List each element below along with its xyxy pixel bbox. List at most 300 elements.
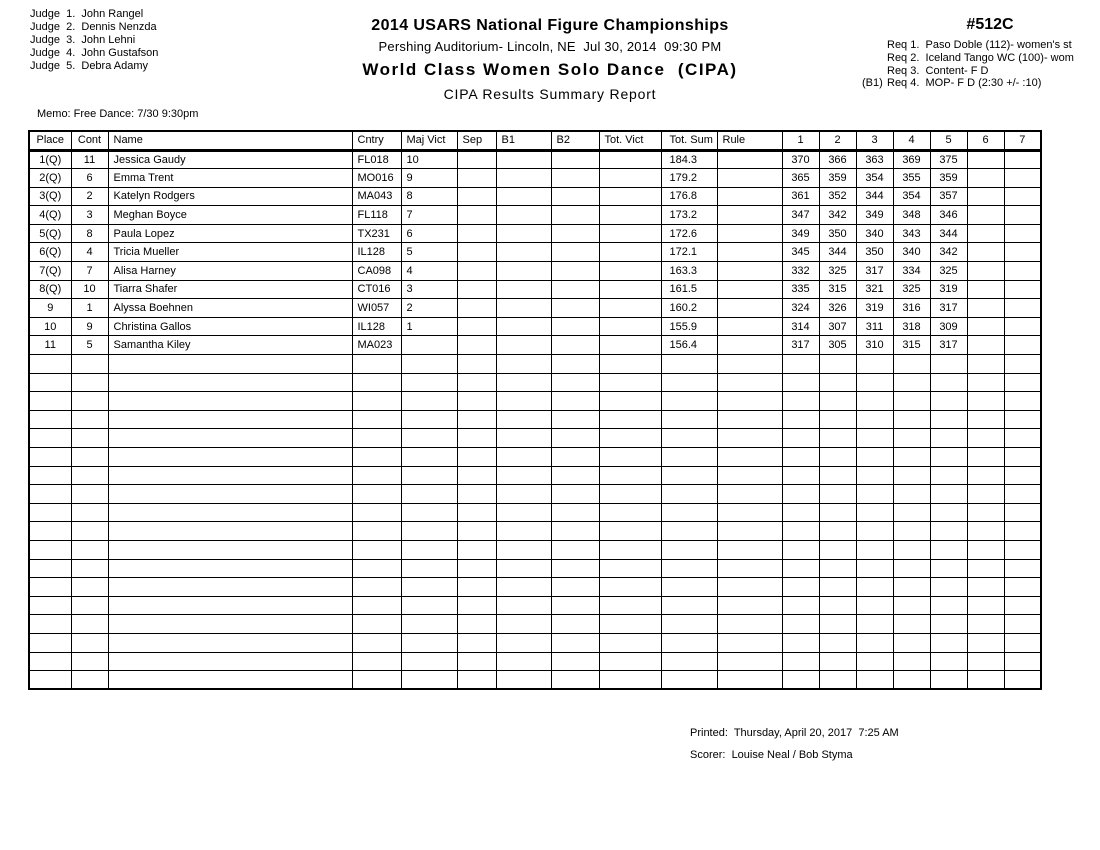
cell-j2: 315 xyxy=(819,280,856,299)
cell-j6 xyxy=(967,206,1004,225)
cell-j1 xyxy=(782,596,819,615)
cell-b2 xyxy=(551,169,599,188)
cell-cont: 7 xyxy=(71,262,108,281)
cell-j6 xyxy=(967,392,1004,411)
cell-j4: 354 xyxy=(893,187,930,206)
cell-rule xyxy=(717,224,782,243)
column-header-b2: B2 xyxy=(551,131,599,150)
column-header-name: Name xyxy=(108,131,352,150)
cell-maj_vict xyxy=(401,503,457,522)
cell-j6 xyxy=(967,578,1004,597)
cell-tot_sum xyxy=(661,652,717,671)
cell-sep xyxy=(457,150,496,169)
cell-tot_sum xyxy=(661,410,717,429)
cell-j6 xyxy=(967,671,1004,690)
cell-maj_vict xyxy=(401,429,457,448)
cell-place xyxy=(29,503,71,522)
cell-maj_vict xyxy=(401,652,457,671)
cell-tot_sum xyxy=(661,540,717,559)
empty-row xyxy=(29,466,1041,485)
cell-rule xyxy=(717,373,782,392)
cell-j3 xyxy=(856,633,893,652)
cell-place xyxy=(29,671,71,690)
cell-rule xyxy=(717,429,782,448)
cell-name: Paula Lopez xyxy=(108,224,352,243)
cell-maj_vict: 6 xyxy=(401,224,457,243)
memo-text: Memo: Free Dance: 7/30 9:30pm xyxy=(37,108,199,120)
cell-j4 xyxy=(893,466,930,485)
cell-tot_vict xyxy=(599,410,661,429)
result-row xyxy=(29,243,1041,262)
cell-cont: 10 xyxy=(71,280,108,299)
cell-j4 xyxy=(893,559,930,578)
event-info-block xyxy=(862,16,1100,90)
cell-maj_vict: 5 xyxy=(401,243,457,262)
cell-j5: 359 xyxy=(930,169,967,188)
cell-j7 xyxy=(1004,503,1041,522)
cell-b1 xyxy=(496,633,551,652)
cell-rule xyxy=(717,299,782,318)
empty-row xyxy=(29,652,1041,671)
cell-j4 xyxy=(893,652,930,671)
cell-j4 xyxy=(893,448,930,467)
cell-j1 xyxy=(782,615,819,634)
requirement-prefix xyxy=(862,39,887,52)
cell-place xyxy=(29,578,71,597)
cell-b2 xyxy=(551,336,599,355)
cell-cont: 5 xyxy=(71,336,108,355)
cell-b2 xyxy=(551,596,599,615)
cell-b2 xyxy=(551,615,599,634)
cell-b1 xyxy=(496,578,551,597)
cell-cont xyxy=(71,540,108,559)
cell-j7 xyxy=(1004,652,1041,671)
cell-cntry: IL128 xyxy=(352,243,401,262)
cell-j6 xyxy=(967,336,1004,355)
cell-j4 xyxy=(893,615,930,634)
empty-row xyxy=(29,485,1041,504)
cell-j6 xyxy=(967,596,1004,615)
requirement-line xyxy=(862,77,1100,90)
cell-j2: 344 xyxy=(819,243,856,262)
cell-j1 xyxy=(782,522,819,541)
cell-maj_vict xyxy=(401,355,457,374)
cell-b1 xyxy=(496,429,551,448)
cell-cont xyxy=(71,355,108,374)
cell-tot_vict xyxy=(599,652,661,671)
requirement-text: Req 3. Content- F D xyxy=(887,64,989,77)
cell-place xyxy=(29,652,71,671)
cell-j3: 311 xyxy=(856,317,893,336)
cell-tot_sum xyxy=(661,559,717,578)
cell-tot_vict xyxy=(599,540,661,559)
cell-tot_vict xyxy=(599,578,661,597)
cell-cont xyxy=(71,373,108,392)
cell-sep xyxy=(457,243,496,262)
cell-j7 xyxy=(1004,187,1041,206)
cell-tot_vict xyxy=(599,317,661,336)
cell-j4: 334 xyxy=(893,262,930,281)
cell-j2 xyxy=(819,578,856,597)
cell-j4 xyxy=(893,392,930,411)
cell-b2 xyxy=(551,466,599,485)
column-header-cont: Cont xyxy=(71,131,108,150)
cell-b2 xyxy=(551,317,599,336)
cell-j4 xyxy=(893,578,930,597)
cell-j2 xyxy=(819,355,856,374)
result-row xyxy=(29,206,1041,225)
empty-row xyxy=(29,373,1041,392)
cell-b1 xyxy=(496,448,551,467)
cell-j5 xyxy=(930,429,967,448)
cell-rule xyxy=(717,336,782,355)
cell-j1 xyxy=(782,448,819,467)
cell-tot_vict xyxy=(599,355,661,374)
cell-place xyxy=(29,633,71,652)
cell-rule xyxy=(717,187,782,206)
cell-cont xyxy=(71,596,108,615)
cell-place: 11 xyxy=(29,336,71,355)
cell-maj_vict xyxy=(401,448,457,467)
cell-j6 xyxy=(967,485,1004,504)
cell-name xyxy=(108,633,352,652)
cell-j4 xyxy=(893,633,930,652)
cell-j3 xyxy=(856,466,893,485)
cell-rule xyxy=(717,243,782,262)
cell-j7 xyxy=(1004,522,1041,541)
cell-b2 xyxy=(551,540,599,559)
cell-maj_vict xyxy=(401,615,457,634)
cell-cntry xyxy=(352,671,401,690)
cell-cont xyxy=(71,522,108,541)
cell-b2 xyxy=(551,373,599,392)
cell-j2: 307 xyxy=(819,317,856,336)
cell-tot_vict xyxy=(599,503,661,522)
cell-j2 xyxy=(819,671,856,690)
judge-line: Judge 2. Dennis Nenzda xyxy=(30,21,157,33)
cell-name: Tiarra Shafer xyxy=(108,280,352,299)
cell-name xyxy=(108,448,352,467)
cell-j6 xyxy=(967,187,1004,206)
cell-rule xyxy=(717,578,782,597)
empty-row xyxy=(29,633,1041,652)
result-row xyxy=(29,299,1041,318)
result-row xyxy=(29,280,1041,299)
cell-cntry xyxy=(352,373,401,392)
cell-j1 xyxy=(782,503,819,522)
cell-j5: 357 xyxy=(930,187,967,206)
cell-b1 xyxy=(496,559,551,578)
scorer-credit: Scorer: Louise Neal / Bob Styma xyxy=(690,749,853,761)
cell-maj_vict: 4 xyxy=(401,262,457,281)
empty-row xyxy=(29,615,1041,634)
empty-row xyxy=(29,559,1041,578)
cell-rule xyxy=(717,466,782,485)
cell-j6 xyxy=(967,540,1004,559)
cell-j6 xyxy=(967,224,1004,243)
cell-j3: 321 xyxy=(856,280,893,299)
cell-j4 xyxy=(893,485,930,504)
cell-tot_sum xyxy=(661,522,717,541)
cell-sep xyxy=(457,522,496,541)
cell-name: Alyssa Boehnen xyxy=(108,299,352,318)
cell-j2: 366 xyxy=(819,150,856,169)
cell-tot_vict xyxy=(599,187,661,206)
cell-place: 5(Q) xyxy=(29,224,71,243)
cell-cntry xyxy=(352,485,401,504)
cell-j3 xyxy=(856,503,893,522)
cell-rule xyxy=(717,169,782,188)
cell-b1 xyxy=(496,224,551,243)
cell-maj_vict xyxy=(401,596,457,615)
cell-sep xyxy=(457,280,496,299)
cell-name xyxy=(108,392,352,411)
cell-place: 1(Q) xyxy=(29,150,71,169)
cell-j2 xyxy=(819,596,856,615)
cell-j4 xyxy=(893,410,930,429)
column-header-tot_vict: Tot. Vict xyxy=(599,131,661,150)
requirement-text: Req 4. MOP- F D (2:30 +/- :10) xyxy=(887,77,1042,90)
cell-j7 xyxy=(1004,410,1041,429)
cell-place xyxy=(29,355,71,374)
cell-j1 xyxy=(782,392,819,411)
cell-rule xyxy=(717,485,782,504)
cell-rule xyxy=(717,652,782,671)
cell-name: Katelyn Rodgers xyxy=(108,187,352,206)
cell-name xyxy=(108,522,352,541)
cell-b1 xyxy=(496,540,551,559)
cell-b2 xyxy=(551,485,599,504)
cell-maj_vict xyxy=(401,392,457,411)
cell-j1: 345 xyxy=(782,243,819,262)
cell-place xyxy=(29,410,71,429)
cell-j6 xyxy=(967,262,1004,281)
cell-maj_vict xyxy=(401,671,457,690)
empty-row xyxy=(29,596,1041,615)
cell-cntry xyxy=(352,615,401,634)
requirement-text: Req 1. Paso Doble (112)- women's st xyxy=(887,39,1072,51)
empty-row xyxy=(29,540,1041,559)
column-header-j7: 7 xyxy=(1004,131,1041,150)
cell-j7 xyxy=(1004,243,1041,262)
cell-j3: 349 xyxy=(856,206,893,225)
cell-j1 xyxy=(782,373,819,392)
cell-j4: 316 xyxy=(893,299,930,318)
cell-j3 xyxy=(856,522,893,541)
cell-j1 xyxy=(782,671,819,690)
cell-b1 xyxy=(496,596,551,615)
cell-cont: 8 xyxy=(71,224,108,243)
cell-j1: 314 xyxy=(782,317,819,336)
column-header-j1: 1 xyxy=(782,131,819,150)
cell-place xyxy=(29,540,71,559)
cell-sep xyxy=(457,540,496,559)
cell-maj_vict: 7 xyxy=(401,206,457,225)
cell-name xyxy=(108,466,352,485)
column-header-maj_vict: Maj Vict xyxy=(401,131,457,150)
cell-b2 xyxy=(551,280,599,299)
cell-cont xyxy=(71,503,108,522)
cell-j3 xyxy=(856,429,893,448)
cell-cntry: WI057 xyxy=(352,299,401,318)
cell-maj_vict: 2 xyxy=(401,299,457,318)
cell-j2: 326 xyxy=(819,299,856,318)
cell-j4 xyxy=(893,522,930,541)
cell-rule xyxy=(717,633,782,652)
cell-place xyxy=(29,373,71,392)
cell-j5 xyxy=(930,392,967,411)
cell-j2 xyxy=(819,410,856,429)
cell-j7 xyxy=(1004,150,1041,169)
cell-j6 xyxy=(967,466,1004,485)
cell-b1 xyxy=(496,522,551,541)
cell-maj_vict: 10 xyxy=(401,150,457,169)
result-row xyxy=(29,262,1041,281)
cell-j1 xyxy=(782,485,819,504)
cell-tot_vict xyxy=(599,280,661,299)
cell-b2 xyxy=(551,299,599,318)
column-header-sep: Sep xyxy=(457,131,496,150)
cell-j6 xyxy=(967,615,1004,634)
cell-name: Meghan Boyce xyxy=(108,206,352,225)
cell-j1 xyxy=(782,559,819,578)
cell-sep xyxy=(457,299,496,318)
cell-j5 xyxy=(930,522,967,541)
cell-place: 9 xyxy=(29,299,71,318)
cell-j1: 335 xyxy=(782,280,819,299)
cell-rule xyxy=(717,150,782,169)
cell-j2 xyxy=(819,392,856,411)
cell-b1 xyxy=(496,169,551,188)
requirement-line xyxy=(862,65,1100,78)
column-header-place: Place xyxy=(29,131,71,150)
cell-b1 xyxy=(496,615,551,634)
cell-place: 7(Q) xyxy=(29,262,71,281)
cell-j6 xyxy=(967,317,1004,336)
cell-j6 xyxy=(967,150,1004,169)
cell-j5 xyxy=(930,615,967,634)
cell-rule xyxy=(717,317,782,336)
cell-tot_vict xyxy=(599,150,661,169)
column-header-b1: B1 xyxy=(496,131,551,150)
cell-tot_sum: 155.9 xyxy=(661,317,717,336)
cell-j1 xyxy=(782,410,819,429)
column-header-j5: 5 xyxy=(930,131,967,150)
cell-maj_vict xyxy=(401,466,457,485)
cell-j2 xyxy=(819,503,856,522)
cell-cont: 9 xyxy=(71,317,108,336)
cell-maj_vict xyxy=(401,540,457,559)
result-row xyxy=(29,150,1041,169)
cell-b1 xyxy=(496,466,551,485)
cell-j7 xyxy=(1004,448,1041,467)
cell-cntry: FL018 xyxy=(352,150,401,169)
cell-maj_vict xyxy=(401,559,457,578)
cell-rule xyxy=(717,410,782,429)
cell-j7 xyxy=(1004,336,1041,355)
cell-j3 xyxy=(856,373,893,392)
cell-maj_vict xyxy=(401,410,457,429)
cell-sep xyxy=(457,503,496,522)
cell-j3 xyxy=(856,485,893,504)
column-header-j2: 2 xyxy=(819,131,856,150)
cell-sep xyxy=(457,652,496,671)
cell-tot_vict xyxy=(599,224,661,243)
cell-cntry: MA023 xyxy=(352,336,401,355)
cell-cont xyxy=(71,466,108,485)
cell-j4: 318 xyxy=(893,317,930,336)
cell-sep xyxy=(457,485,496,504)
cell-b1 xyxy=(496,150,551,169)
cell-j6 xyxy=(967,169,1004,188)
cell-cntry: FL118 xyxy=(352,206,401,225)
cell-j5: 317 xyxy=(930,336,967,355)
cell-j5 xyxy=(930,448,967,467)
cell-j2 xyxy=(819,559,856,578)
cell-place xyxy=(29,485,71,504)
cell-tot_vict xyxy=(599,671,661,690)
cell-tot_sum xyxy=(661,633,717,652)
cell-j1: 324 xyxy=(782,299,819,318)
cell-sep xyxy=(457,633,496,652)
cell-name xyxy=(108,540,352,559)
cell-b1 xyxy=(496,355,551,374)
cell-j4: 340 xyxy=(893,243,930,262)
cell-name xyxy=(108,578,352,597)
cell-b2 xyxy=(551,410,599,429)
judge-line: Judge 1. John Rangel xyxy=(30,8,144,20)
cell-j2: 342 xyxy=(819,206,856,225)
cell-cntry: CT016 xyxy=(352,280,401,299)
empty-row xyxy=(29,392,1041,411)
cell-j1 xyxy=(782,652,819,671)
cell-tot_sum: 184.3 xyxy=(661,150,717,169)
cell-tot_vict xyxy=(599,448,661,467)
cell-tot_sum xyxy=(661,615,717,634)
cell-cont xyxy=(71,392,108,411)
cell-rule xyxy=(717,355,782,374)
cell-name xyxy=(108,559,352,578)
cell-j4 xyxy=(893,373,930,392)
cell-j2 xyxy=(819,429,856,448)
cell-cont: 11 xyxy=(71,150,108,169)
cell-tot_vict xyxy=(599,392,661,411)
cell-name: Tricia Mueller xyxy=(108,243,352,262)
cell-place: 6(Q) xyxy=(29,243,71,262)
cell-j6 xyxy=(967,243,1004,262)
cell-place: 4(Q) xyxy=(29,206,71,225)
cell-sep xyxy=(457,578,496,597)
event-number: #512C xyxy=(966,16,1014,33)
cell-j7 xyxy=(1004,280,1041,299)
cell-j7 xyxy=(1004,169,1041,188)
cell-j1 xyxy=(782,540,819,559)
cell-tot_vict xyxy=(599,206,661,225)
cell-cntry xyxy=(352,540,401,559)
cell-j4 xyxy=(893,355,930,374)
cell-cntry: TX231 xyxy=(352,224,401,243)
empty-row xyxy=(29,410,1041,429)
judge-line: Judge 5. Debra Adamy xyxy=(30,60,149,72)
cell-b2 xyxy=(551,671,599,690)
column-header-tot_sum: Tot. Sum xyxy=(661,131,717,150)
cell-j2 xyxy=(819,448,856,467)
cell-j3 xyxy=(856,559,893,578)
cell-b2 xyxy=(551,652,599,671)
cell-j4 xyxy=(893,503,930,522)
cell-cntry xyxy=(352,652,401,671)
result-row xyxy=(29,224,1041,243)
